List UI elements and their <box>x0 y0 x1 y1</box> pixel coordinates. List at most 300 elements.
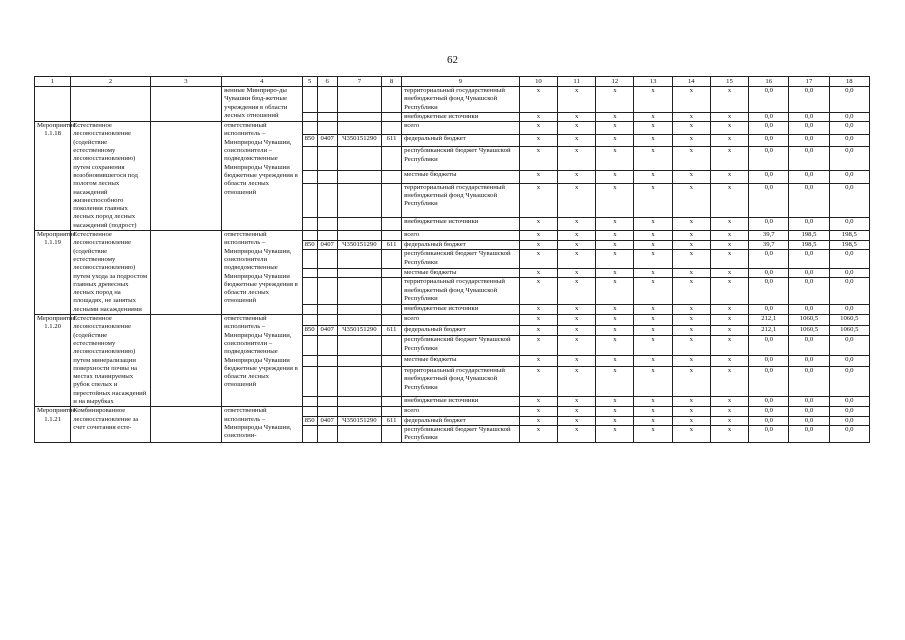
value-cell: 1060,5 <box>789 315 829 326</box>
value-cell: x <box>634 122 672 135</box>
value-cell: 0,0 <box>829 356 869 367</box>
empty-code-cell <box>302 170 317 183</box>
event-cell: Мероприятие 1.1.21 <box>35 407 71 443</box>
code-cell <box>317 87 337 113</box>
value-cell: 0,0 <box>789 396 829 407</box>
empty-code-cell <box>382 183 402 218</box>
value-cell: 0,0 <box>829 134 869 147</box>
value-cell: x <box>558 112 596 121</box>
value-cell: 0,0 <box>789 425 829 443</box>
value-cell: x <box>596 122 634 135</box>
value-cell: x <box>558 416 596 425</box>
budget-code-cell: Ч350151290 <box>337 325 381 336</box>
executor-cell: ответственный исполнитель – Минприроды Чувашии, соисполнители – подведомственные Минприроды Чувашии бюджетные учреждения в области лесных отношений <box>222 122 302 231</box>
empty-code-cell <box>382 250 402 268</box>
value-cell: x <box>672 425 710 443</box>
value-cell: 0,0 <box>829 305 869 315</box>
empty-cell <box>150 407 221 443</box>
empty-code-cell <box>317 122 337 135</box>
value-cell: x <box>519 416 557 425</box>
budget-code-cell: 850 <box>302 134 317 147</box>
empty-code-cell <box>317 336 337 356</box>
funding-source-cell: республиканский бюджет Чувашской Республики <box>402 250 520 268</box>
executor-cell: ответственный исполнитель – Минприроды Чувашии, соисполнители – подведомственные Минприроды Чувашии бюджетные учреждения в области лесных отношений <box>222 315 302 407</box>
value-cell: 0,0 <box>749 278 789 305</box>
empty-code-cell <box>317 268 337 278</box>
empty-code-cell <box>337 147 381 171</box>
empty-code-cell <box>382 407 402 416</box>
value-cell: x <box>558 407 596 416</box>
budget-code-cell: 0407 <box>317 416 337 425</box>
empty-code-cell <box>382 231 402 241</box>
value-cell: x <box>710 336 748 356</box>
value-cell: 0,0 <box>789 356 829 367</box>
funding-source-cell: республиканский бюджет Чувашской Республики <box>402 425 520 443</box>
funding-source-cell: республиканский бюджет Чувашской Республики <box>402 336 520 356</box>
column-number: 11 <box>558 77 596 87</box>
budget-code-cell: Ч350151290 <box>337 134 381 147</box>
value-cell: 0,0 <box>789 336 829 356</box>
empty-code-cell <box>382 336 402 356</box>
funding-source-cell: территориальный государственный внебюджетный фонд Чувашской Республики <box>402 87 520 113</box>
value-cell: x <box>596 278 634 305</box>
code-cell <box>382 112 402 121</box>
value-cell: x <box>672 268 710 278</box>
event-cell <box>35 87 71 122</box>
value-cell: 0,0 <box>829 122 869 135</box>
funding-source-cell: федеральный бюджет <box>402 240 520 250</box>
value-cell: 212,1 <box>749 325 789 336</box>
empty-cell <box>150 231 221 315</box>
value-cell: x <box>634 356 672 367</box>
empty-cell <box>150 315 221 407</box>
code-cell <box>337 87 381 113</box>
value-cell: x <box>634 183 672 218</box>
value-cell: 1060,5 <box>829 325 869 336</box>
value-cell: 0,0 <box>829 183 869 218</box>
empty-code-cell <box>337 367 381 397</box>
value-cell: 0,0 <box>829 268 869 278</box>
value-cell: x <box>634 416 672 425</box>
name-cell <box>71 87 150 122</box>
budget-code-cell: 611 <box>382 416 402 425</box>
value-cell: x <box>634 268 672 278</box>
empty-code-cell <box>317 407 337 416</box>
value-cell: 0,0 <box>829 407 869 416</box>
value-cell: x <box>558 336 596 356</box>
funding-source-cell: всего <box>402 122 520 135</box>
empty-code-cell <box>337 336 381 356</box>
value-cell: 0,0 <box>749 147 789 171</box>
empty-code-cell <box>382 268 402 278</box>
value-cell: 0,0 <box>789 305 829 315</box>
budget-code-cell: 850 <box>302 416 317 425</box>
value-cell: 0,0 <box>829 170 869 183</box>
value-cell: 0,0 <box>789 218 829 231</box>
value-cell: x <box>519 305 557 315</box>
value-cell: x <box>596 170 634 183</box>
value-cell: 1060,5 <box>789 325 829 336</box>
empty-code-cell <box>337 218 381 231</box>
value-cell: x <box>558 170 596 183</box>
empty-code-cell <box>302 183 317 218</box>
value-cell: 0,0 <box>749 218 789 231</box>
funding-source-cell: федеральный бюджет <box>402 325 520 336</box>
value-cell: x <box>519 250 557 268</box>
empty-code-cell <box>317 183 337 218</box>
event-name-cell: Комбинированное лесовосстановление за счет сочетания есте- <box>71 407 150 443</box>
value-cell: 0,0 <box>789 112 829 121</box>
budget-code-cell: 0407 <box>317 240 337 250</box>
table-row <box>35 87 870 113</box>
value-cell: 0,0 <box>749 268 789 278</box>
value-cell: 0,0 <box>789 416 829 425</box>
code-cell <box>317 112 337 121</box>
column-number: 3 <box>150 77 221 87</box>
value-cell: 0,0 <box>829 336 869 356</box>
value-cell: x <box>634 367 672 397</box>
empty-code-cell <box>382 356 402 367</box>
empty-code-cell <box>382 396 402 407</box>
value-cell: x <box>519 147 557 171</box>
value-cell: x <box>558 278 596 305</box>
column-number: 9 <box>402 77 520 87</box>
budget-code-cell: 611 <box>382 240 402 250</box>
value-cell: 0,0 <box>789 250 829 268</box>
value-cell: 1060,5 <box>829 315 869 326</box>
value-cell: x <box>710 367 748 397</box>
code-cell <box>302 87 317 113</box>
value-cell: x <box>519 183 557 218</box>
value-cell: x <box>558 305 596 315</box>
value-cell: 0,0 <box>829 112 869 121</box>
executor-cell: ответственный исполнитель – Минприроды Чувашии, соисполни- <box>222 407 302 443</box>
column-number: 18 <box>829 77 869 87</box>
empty-code-cell <box>337 305 381 315</box>
event-cell: Мероприятие 1.1.19 <box>35 231 71 315</box>
empty-code-cell <box>337 250 381 268</box>
budget-code-cell: 850 <box>302 325 317 336</box>
value-cell: x <box>519 218 557 231</box>
value-cell: x <box>710 87 748 113</box>
value-cell: 0,0 <box>829 147 869 171</box>
empty-code-cell <box>317 305 337 315</box>
value-cell: 0,0 <box>749 425 789 443</box>
value-cell: x <box>672 112 710 121</box>
empty-code-cell <box>317 218 337 231</box>
event-name-cell: Естественное лесовосстановление (содействие естественному лесовосстановлению) путем ухода за подростом главных древесных лесных пород на площадях, не занятых лесными насаждениями <box>71 231 150 315</box>
value-cell: x <box>634 218 672 231</box>
column-number: 16 <box>749 77 789 87</box>
value-cell: x <box>672 231 710 241</box>
value-cell: x <box>596 336 634 356</box>
value-cell: x <box>672 356 710 367</box>
column-number: 4 <box>222 77 302 87</box>
empty-cell <box>150 122 221 231</box>
funding-source-cell: внебюджетные источники <box>402 218 520 231</box>
column-number: 12 <box>596 77 634 87</box>
value-cell: x <box>596 425 634 443</box>
column-number: 7 <box>337 77 381 87</box>
empty-code-cell <box>337 356 381 367</box>
value-cell: x <box>672 87 710 113</box>
budget-code-cell: Ч350151290 <box>337 416 381 425</box>
value-cell: x <box>596 87 634 113</box>
value-cell: 0,0 <box>829 367 869 397</box>
value-cell: x <box>710 416 748 425</box>
event-cell: Мероприятие 1.1.18 <box>35 122 71 231</box>
funding-source-cell: местные бюджеты <box>402 356 520 367</box>
value-cell: x <box>672 170 710 183</box>
value-cell: x <box>634 305 672 315</box>
value-cell: x <box>596 315 634 326</box>
empty-code-cell <box>337 170 381 183</box>
value-cell: 0,0 <box>749 250 789 268</box>
value-cell: x <box>519 356 557 367</box>
value-cell: x <box>634 336 672 356</box>
value-cell: x <box>558 315 596 326</box>
empty-code-cell <box>302 407 317 416</box>
value-cell: x <box>596 416 634 425</box>
funding-source-cell: местные бюджеты <box>402 170 520 183</box>
value-cell: 0,0 <box>749 416 789 425</box>
value-cell: x <box>710 112 748 121</box>
empty-code-cell <box>317 250 337 268</box>
value-cell: x <box>634 407 672 416</box>
value-cell: x <box>558 268 596 278</box>
empty-code-cell <box>382 315 402 326</box>
budget-code-cell: Ч350151290 <box>337 240 381 250</box>
value-cell: 0,0 <box>829 250 869 268</box>
executor-cell: ответственный исполнитель – Минприроды Чувашии, соисполнители подведомственные Минприроды Чувашии бюджетные учреждения в области лесных отношений <box>222 231 302 315</box>
empty-code-cell <box>337 315 381 326</box>
value-cell: 0,0 <box>749 170 789 183</box>
value-cell: x <box>672 396 710 407</box>
empty-code-cell <box>302 147 317 171</box>
value-cell: 0,0 <box>789 134 829 147</box>
value-cell: x <box>710 250 748 268</box>
column-number: 10 <box>519 77 557 87</box>
value-cell: 198,5 <box>789 231 829 241</box>
empty-code-cell <box>302 336 317 356</box>
value-cell: x <box>519 122 557 135</box>
event-name-cell: Естественное лесовосстановление (содействие естественному лесовосстановлению) путем минерализации поверхности почвы на местах планируемых рубок спелых и перестойных насаждений и на вырубках <box>71 315 150 407</box>
value-cell: x <box>672 336 710 356</box>
value-cell: x <box>558 250 596 268</box>
empty-code-cell <box>302 315 317 326</box>
value-cell: x <box>710 396 748 407</box>
value-cell: x <box>519 112 557 121</box>
value-cell: x <box>596 268 634 278</box>
code-cell <box>337 112 381 121</box>
column-number: 5 <box>302 77 317 87</box>
funding-source-cell: внебюджетные источники <box>402 305 520 315</box>
empty-code-cell <box>302 278 317 305</box>
value-cell: x <box>672 407 710 416</box>
empty-code-cell <box>302 356 317 367</box>
funding-source-cell: всего <box>402 231 520 241</box>
funding-source-cell: республиканский бюджет Чувашской Республики <box>402 147 520 171</box>
value-cell: x <box>596 305 634 315</box>
table-row <box>35 407 870 416</box>
empty-code-cell <box>337 425 381 443</box>
value-cell: x <box>710 425 748 443</box>
value-cell: 0,0 <box>749 87 789 113</box>
empty-code-cell <box>317 147 337 171</box>
value-cell: 212,1 <box>749 315 789 326</box>
empty-code-cell <box>302 250 317 268</box>
funding-source-cell: федеральный бюджет <box>402 134 520 147</box>
empty-code-cell <box>302 425 317 443</box>
value-cell: x <box>519 336 557 356</box>
value-cell: 0,0 <box>789 367 829 397</box>
column-number: 13 <box>634 77 672 87</box>
empty-code-cell <box>302 122 317 135</box>
value-cell: x <box>519 325 557 336</box>
value-cell: x <box>558 425 596 443</box>
value-cell: x <box>558 356 596 367</box>
column-number: 6 <box>317 77 337 87</box>
empty-code-cell <box>382 278 402 305</box>
value-cell: x <box>596 231 634 241</box>
executor-cell: венные Минприро-ды Чувашии бюд-жетные учреждения в области лесных отношений <box>222 87 302 122</box>
value-cell: x <box>710 183 748 218</box>
page-number: 62 <box>447 54 458 66</box>
value-cell: x <box>672 218 710 231</box>
value-cell: x <box>596 218 634 231</box>
value-cell: x <box>710 231 748 241</box>
value-cell: x <box>672 325 710 336</box>
value-cell: x <box>710 240 748 250</box>
value-cell: x <box>519 396 557 407</box>
value-cell: x <box>710 407 748 416</box>
funding-source-cell: территориальный государственный внебюджетный фонд Чувашской Республики <box>402 367 520 397</box>
value-cell: x <box>596 367 634 397</box>
value-cell: 0,0 <box>749 122 789 135</box>
value-cell: 39,7 <box>749 231 789 241</box>
value-cell: 198,5 <box>829 231 869 241</box>
value-cell: 0,0 <box>749 396 789 407</box>
value-cell: x <box>519 170 557 183</box>
value-cell: x <box>519 278 557 305</box>
budget-code-cell: 0407 <box>317 134 337 147</box>
empty-code-cell <box>317 278 337 305</box>
program-table <box>34 76 870 443</box>
empty-code-cell <box>317 315 337 326</box>
empty-code-cell <box>302 268 317 278</box>
value-cell: x <box>672 183 710 218</box>
value-cell: 198,5 <box>789 240 829 250</box>
empty-code-cell <box>337 278 381 305</box>
value-cell: 0,0 <box>789 278 829 305</box>
budget-code-cell: 0407 <box>317 325 337 336</box>
value-cell: x <box>634 278 672 305</box>
empty-code-cell <box>302 231 317 241</box>
value-cell: x <box>672 416 710 425</box>
value-cell: x <box>672 240 710 250</box>
budget-code-cell: 850 <box>302 240 317 250</box>
empty-code-cell <box>337 396 381 407</box>
empty-code-cell <box>382 170 402 183</box>
empty-code-cell <box>302 305 317 315</box>
value-cell: x <box>634 325 672 336</box>
empty-code-cell <box>317 170 337 183</box>
budget-code-cell: 611 <box>382 134 402 147</box>
value-cell: x <box>710 218 748 231</box>
empty-cell <box>150 87 221 122</box>
value-cell: x <box>672 122 710 135</box>
event-cell: Мероприятие 1.1.20 <box>35 315 71 407</box>
value-cell: x <box>558 231 596 241</box>
empty-code-cell <box>382 147 402 171</box>
value-cell: x <box>634 134 672 147</box>
value-cell: 0,0 <box>789 122 829 135</box>
value-cell: 0,0 <box>749 112 789 121</box>
column-number: 15 <box>710 77 748 87</box>
empty-code-cell <box>302 367 317 397</box>
value-cell: 0,0 <box>789 147 829 171</box>
empty-code-cell <box>337 407 381 416</box>
event-name-cell: Естественное лесовосстановление (содействие естественному лесовосстановлению) путем сохранения возобновившегося под пологом лесных насаждений жизнеспособного поколения главных лесных пород лесных насаждений (подрост) <box>71 122 150 231</box>
value-cell: 0,0 <box>789 268 829 278</box>
value-cell: x <box>519 134 557 147</box>
value-cell: x <box>634 231 672 241</box>
value-cell: x <box>519 315 557 326</box>
funding-source-cell: внебюджетные источники <box>402 396 520 407</box>
value-cell: x <box>596 250 634 268</box>
value-cell: 0,0 <box>829 425 869 443</box>
value-cell: x <box>634 87 672 113</box>
value-cell: 0,0 <box>749 367 789 397</box>
value-cell: x <box>710 134 748 147</box>
value-cell: 0,0 <box>749 134 789 147</box>
value-cell: x <box>710 315 748 326</box>
value-cell: x <box>710 305 748 315</box>
column-number: 8 <box>382 77 402 87</box>
value-cell: x <box>596 325 634 336</box>
value-cell: x <box>710 170 748 183</box>
value-cell: x <box>558 218 596 231</box>
value-cell: 0,0 <box>749 336 789 356</box>
value-cell: 0,0 <box>829 87 869 113</box>
value-cell: x <box>672 315 710 326</box>
value-cell: x <box>519 367 557 397</box>
value-cell: x <box>596 147 634 171</box>
empty-code-cell <box>302 396 317 407</box>
value-cell: x <box>634 112 672 121</box>
empty-code-cell <box>382 122 402 135</box>
empty-code-cell <box>382 425 402 443</box>
value-cell: x <box>710 325 748 336</box>
column-number: 14 <box>672 77 710 87</box>
empty-code-cell <box>337 122 381 135</box>
value-cell: x <box>519 240 557 250</box>
column-number: 1 <box>35 77 71 87</box>
value-cell: x <box>519 231 557 241</box>
value-cell: x <box>710 356 748 367</box>
value-cell: x <box>596 356 634 367</box>
value-cell: x <box>634 240 672 250</box>
value-cell: x <box>710 268 748 278</box>
value-cell: x <box>558 134 596 147</box>
funding-source-cell: территориальный государственный внебюджетный фонд Чувашской Республики <box>402 278 520 305</box>
column-number: 17 <box>789 77 829 87</box>
value-cell: x <box>710 147 748 171</box>
value-cell: x <box>558 367 596 397</box>
value-cell: 0,0 <box>829 278 869 305</box>
value-cell: x <box>596 240 634 250</box>
value-cell: x <box>558 396 596 407</box>
